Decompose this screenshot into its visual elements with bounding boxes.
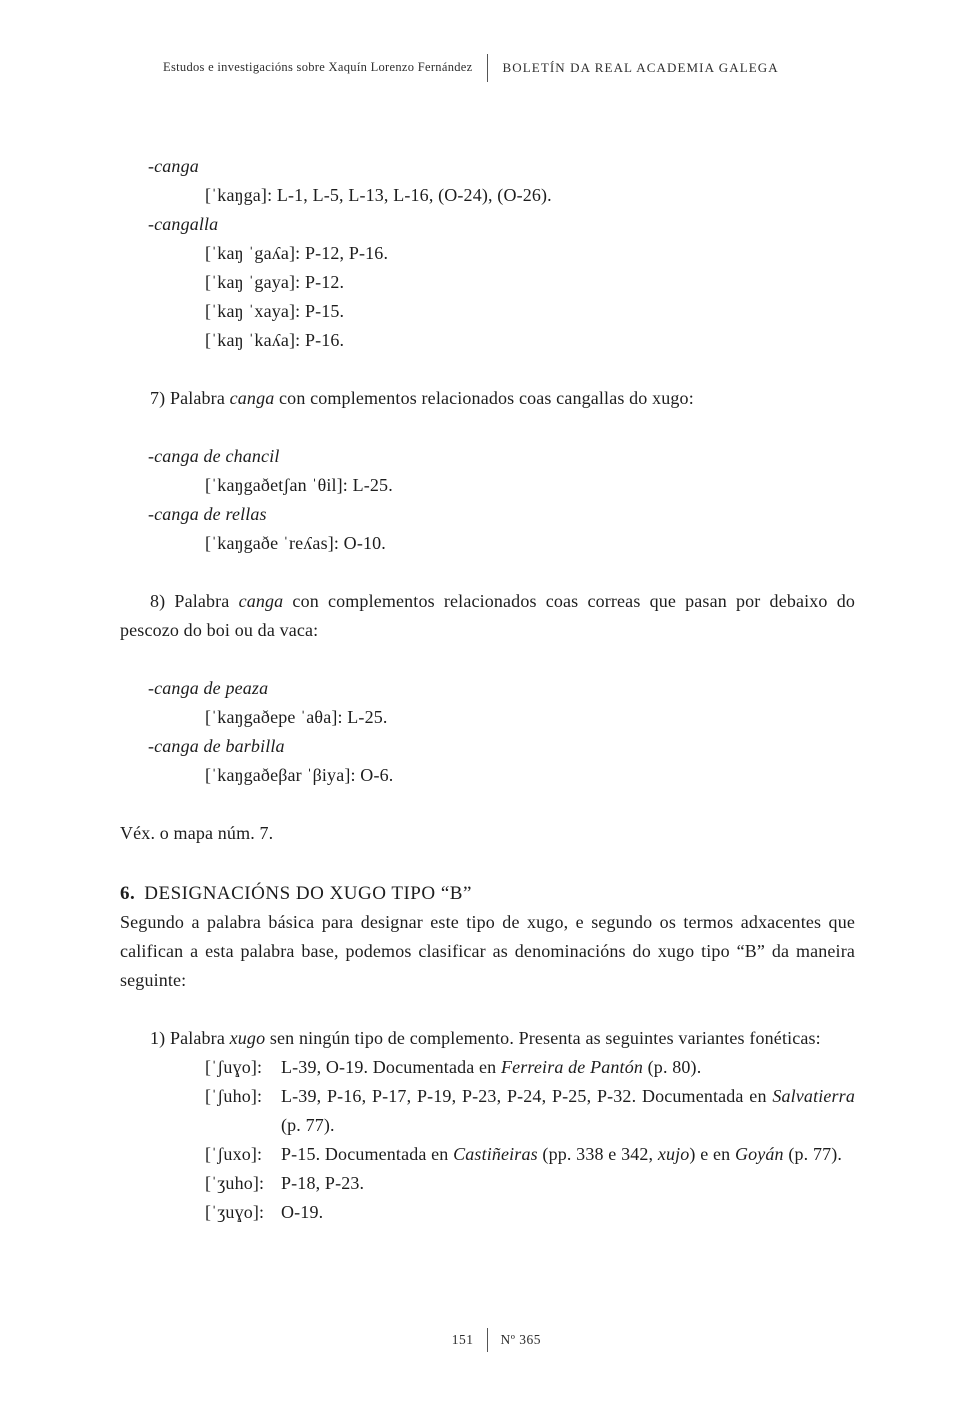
variant-refs: O-19. <box>281 1202 324 1222</box>
section-heading <box>120 879 855 908</box>
entry-block-canga-correas <box>120 674 855 790</box>
page-body <box>120 152 855 1227</box>
page-footer <box>0 1328 975 1352</box>
variant-label: [ˈʒuho]: <box>205 1173 265 1193</box>
entry-term: -canga de rellas <box>148 504 267 524</box>
entry-term: -cangalla <box>148 214 219 234</box>
variant-refs: P-15. Documentada en Castiñeiras (pp. 338 e 342, xujo) e en Goyán (p. 77). <box>281 1144 843 1164</box>
variant-row <box>205 1169 855 1198</box>
entry-block-canga <box>120 152 855 355</box>
phonetic-form: [ˈkaŋ ˈxaya]: P-15. <box>205 301 345 321</box>
variant-label: [ˈʃuho]: <box>205 1086 263 1106</box>
entry-term: -canga <box>148 156 199 176</box>
section-title: DESIGNACIÓNS DO XUGO TIPO “B” <box>144 883 472 904</box>
variant-label: [ˈʃuɣo]: <box>205 1057 263 1077</box>
phonetic-form: [ˈkaŋ ˈkaʎa]: P-16. <box>205 330 345 350</box>
variant-label: [ˈʒuɣo]: <box>205 1202 265 1222</box>
phonetic-form: [ˈkaŋgaðeβar ˈβiya]: O-6. <box>205 765 394 785</box>
paragraph-8: 8) Palabra canga con complementos relacionados coas correas que pasan por debaixo do pescozo do boi ou da vaca: <box>120 591 856 640</box>
variant-refs: L-39, O-19. Documentada en Ferreira de Pantón (p. 80). <box>281 1057 702 1077</box>
variant-label: [ˈʃuxo]: <box>205 1144 263 1164</box>
variant-row <box>205 1082 855 1140</box>
running-title-left: Estudos e investigacións sobre Xaquín Lorenzo Fernández <box>0 54 488 82</box>
variant-row <box>205 1140 855 1169</box>
variant-list <box>205 1053 855 1227</box>
entry-block-canga-cangallas <box>120 442 855 558</box>
phonetic-form: [ˈkaŋga]: L-1, L-5, L-13, L-16, (O-24), (O-26). <box>205 185 552 205</box>
variant-row <box>205 1198 855 1227</box>
issue-number: Nº 365 <box>500 1332 542 1347</box>
phonetic-form: [ˈkaŋgaðetʃan ˈθil]: L-25. <box>205 475 393 495</box>
page-number: 151 <box>0 1328 488 1352</box>
paragraph-1: 1) Palabra xugo sen ningún tipo de complemento. Presenta as seguintes variantes fonéticas: <box>150 1028 821 1048</box>
page-header <box>0 54 975 82</box>
map-note: Véx. o mapa núm. 7. <box>120 823 274 843</box>
running-title-right: BOLETÍN DA REAL ACADEMIA GALEGA <box>502 60 779 75</box>
section-number: 6. <box>120 883 136 904</box>
variant-refs: P-18, P-23. <box>281 1173 365 1193</box>
phonetic-form: [ˈkaŋgaðe ˈreʎas]: O-10. <box>205 533 386 553</box>
phonetic-form: [ˈkaŋgaðepe ˈaθa]: L-25. <box>205 707 388 727</box>
phonetic-form: [ˈkaŋ ˈgaya]: P-12. <box>205 272 345 292</box>
variant-refs: L-39, P-16, P-17, P-19, P-23, P-24, P-25, P-32. Documentada en Salvatierra (p. 77). <box>281 1086 855 1135</box>
paragraph-7: 7) Palabra canga con complementos relacionados coas cangallas do xugo: <box>150 388 694 408</box>
phonetic-form: [ˈkaŋ ˈgaʎa]: P-12, P-16. <box>205 243 389 263</box>
entry-term: -canga de peaza <box>148 678 269 698</box>
entry-term: -canga de chancil <box>148 446 280 466</box>
variant-row <box>205 1053 855 1082</box>
entry-term: -canga de barbilla <box>148 736 285 756</box>
section-intro: Segundo a palabra básica para designar este tipo de xugo, e segundo os termos adxacentes que califican a esta palabra base, podemos clasificar as denominacións do xugo tipo “B” da maneira seguinte: <box>120 912 855 990</box>
